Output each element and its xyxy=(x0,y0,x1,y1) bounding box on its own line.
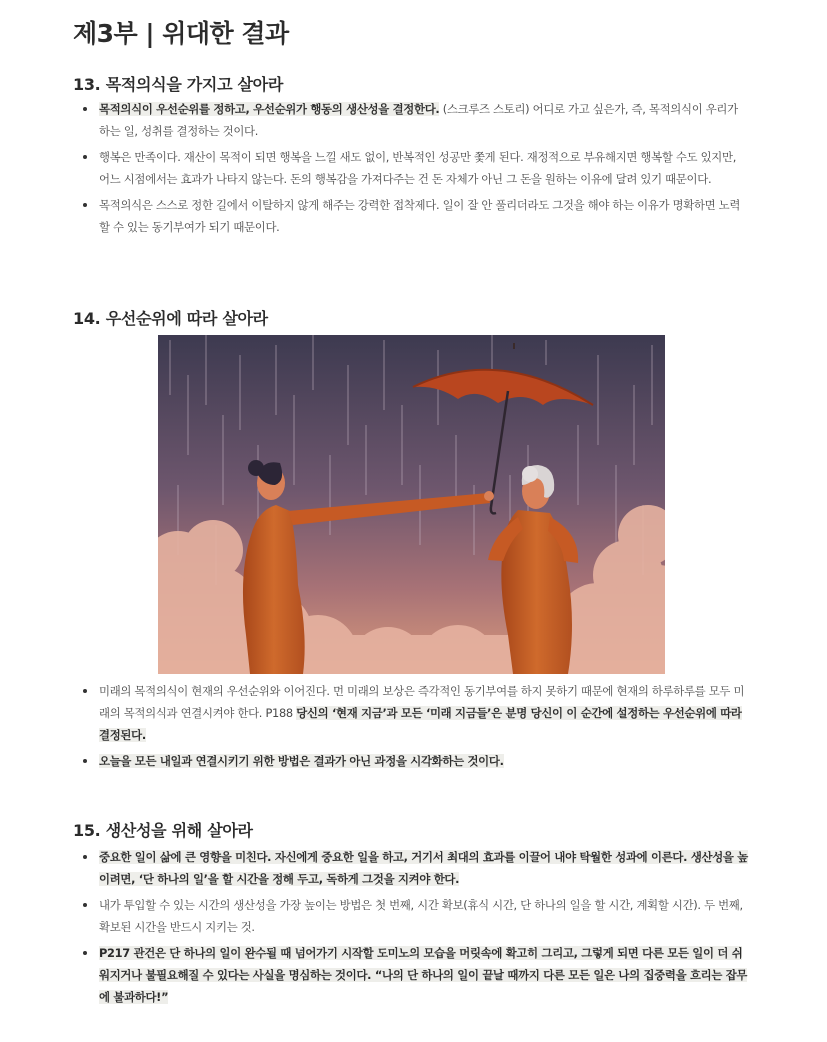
list-item-bold: 목적의식이 우선순위를 정하고, 우선순위가 행동의 생산성을 결정한다. xyxy=(99,102,440,116)
list-item-bold: 중요한 일이 삶에 큰 영향을 미친다. 자신에게 중요한 일을 하고, 거기서 최대의 효과를 이끌어 내야 탁월한 성과에 이른다. 생산성을 높이려면, ‘단 하나의 일’을 할 시간을 정해 두고, 독하게 그것을 지켜야 한다. xyxy=(99,850,749,886)
section-13-list xyxy=(80,98,750,238)
list-item-bold: 당신의 ‘현재 지금’과 모든 ‘미래 지금들’은 분명 당신이 이 순간에 설정하는 우선순위에 따라 결정된다. xyxy=(99,706,742,742)
section-15-list xyxy=(80,846,750,1008)
section-14-heading: 14. 우선순위에 따라 살아라 xyxy=(73,309,268,328)
list-item xyxy=(80,750,750,772)
umbrella-illustration xyxy=(158,335,665,674)
list-item-text: (스크루즈 스토리) 어디로 가고 싶은가, 즉, 목적의식이 우리가 하는 일, 성취를 결정하는 것이다. xyxy=(99,102,738,138)
page-title: 제3부 | 위대한 결과 xyxy=(73,19,289,48)
list-item-bold: P217 관건은 단 하나의 일이 완수될 때 넘어가기 시작할 도미노의 모습을 머릿속에 확고히 그리고, 그렇게 되면 다른 모든 일이 더 쉬워지거나 불필요해질 수 있다는 사실을 명심하는 것이다. “나의 단 하나의 일이 끝날 때까지 다른 모든 일은 나의 집중력을 흐리는 잡무에 불과하다!” xyxy=(99,946,748,1004)
list-item xyxy=(80,942,750,1008)
list-item: 내가 투입할 수 있는 시간의 생산성을 가장 높이는 방법은 첫 번째, 시간 확보(휴식 시간, 단 하나의 일을 할 시간, 계획할 시간). 두 번째, 확보된 시간을 반드시 지키는 것. xyxy=(80,894,750,938)
section-14-list xyxy=(80,680,750,772)
list-item: 목적의식은 스스로 정한 길에서 이탈하지 않게 해주는 강력한 접착제다. 일이 잘 안 풀리더라도 그것을 해야 하는 이유가 명확하면 노력할 수 있는 동기부여가 되기 때문이다. xyxy=(80,194,750,238)
list-item-text: 미래의 목적의식이 현재의 우선순위와 이어진다. 먼 미래의 보상은 즉각적인 동기부여를 하지 못하기 때문에 현재의 하루하루를 모두 미래의 목적의식과 연결시켜야 한다. P188 xyxy=(99,684,745,720)
section-15-heading: 15. 생산성을 위해 살아라 xyxy=(73,821,253,840)
list-item xyxy=(80,680,750,746)
list-item xyxy=(80,98,750,142)
list-item-bold: 오늘을 모든 내일과 연결시키기 위한 방법은 결과가 아닌 과정을 시각화하는 것이다. xyxy=(99,754,504,768)
list-item xyxy=(80,846,750,890)
list-item: 행복은 만족이다. 재산이 목적이 되면 행복을 느낄 새도 없이, 반복적인 성공만 쫓게 된다. 재정적으로 부유해지면 행복할 수도 있지만, 어느 시점에서는 효과가 나타지 않는다. 돈의 행복감을 가져다주는 건 돈 자체가 아닌 그 돈을 원하는 이유에 달려 있기 때문이다. xyxy=(80,146,750,190)
section-13-heading: 13. 목적의식을 가지고 살아라 xyxy=(73,75,283,94)
